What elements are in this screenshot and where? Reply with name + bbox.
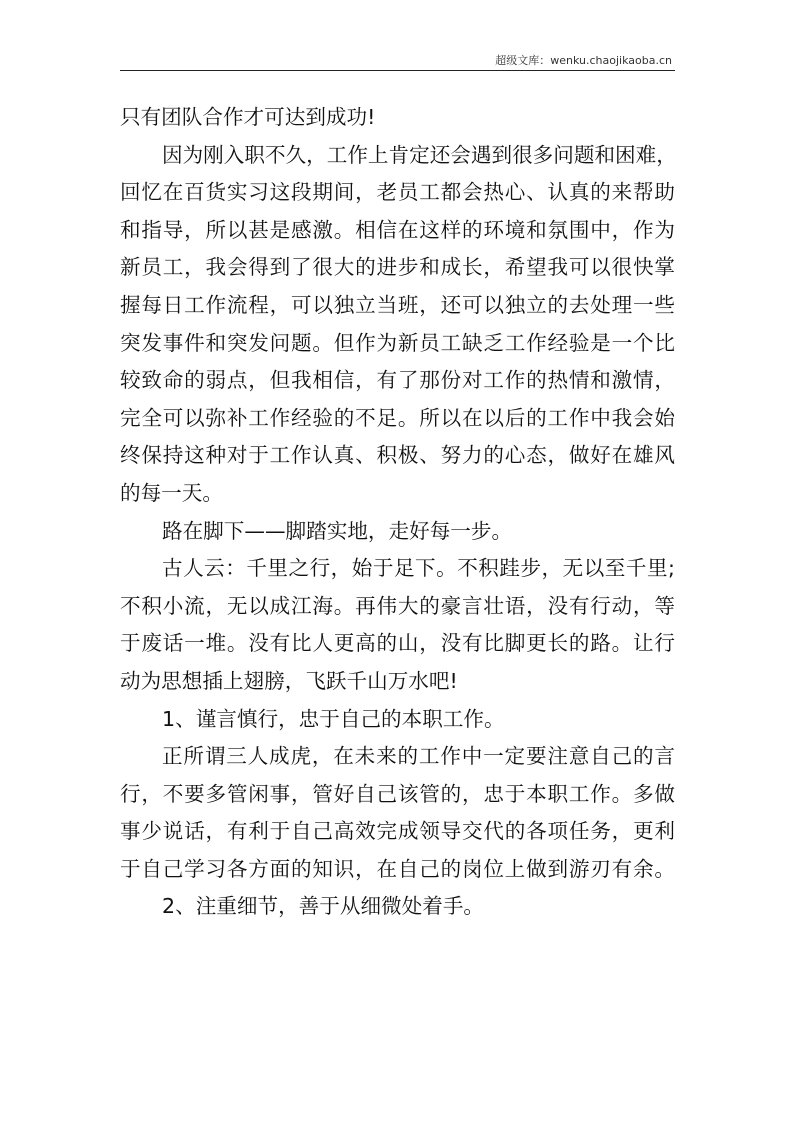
text-line: 因为刚入职不久，工作上肯定还会遇到很多问题和困难， <box>162 142 677 167</box>
header-source-text: 超级文库：wenku.chaojikaoba.cn <box>495 54 672 67</box>
document-body <box>120 99 675 926</box>
text-line: 路在脚下——脚踏实地，走好每一步。 <box>162 518 513 543</box>
text-line: 只有团队合作才可达到成功! <box>120 105 376 129</box>
text-line: 古人云：千里之行，始于足下。不积跬步，无以至千里; <box>162 556 675 581</box>
text-line: 完全可以弥补工作经验的不足。所以在以后的工作中我会始 <box>120 405 675 430</box>
text-line: 新员工，我会得到了很大的进步和成长，希望我可以很快掌 <box>120 255 675 280</box>
text-line: 突发事件和突发问题。但作为新员工缺乏工作经验是一个比 <box>120 330 675 355</box>
text-line: 较致命的弱点，但我相信，有了那份对工作的热情和激情， <box>120 368 675 393</box>
text-line: 于自己学习各方面的知识，在自己的岗位上做到游刃有余。 <box>120 856 675 881</box>
text-line: 2、注重细节，善于从细微处着手。 <box>162 894 485 919</box>
text-line: 于废话一堆。没有比人更高的山，没有比脚更长的路。让行 <box>120 631 675 656</box>
text-line: 不积小流，无以成江海。再伟大的豪言壮语，没有行动，等 <box>120 593 675 618</box>
text-line: 和指导，所以甚是感激。相信在这样的环境和氛围中，作为 <box>120 217 675 242</box>
text-line: 1、谨言慎行，忠于自己的本职工作。 <box>162 706 505 731</box>
text-line: 行，不要多管闲事，管好自己该管的，忠于本职工作。多做 <box>120 781 675 806</box>
text-line: 动为思想插上翅膀，飞跃千山万水吧! <box>120 668 458 693</box>
text-line: 握每日工作流程，可以独立当班，还可以独立的去处理一些 <box>120 292 675 317</box>
text-line: 事少说话，有利于自己高效完成领导交代的各项任务，更利 <box>120 819 675 844</box>
text-line: 终保持这种对于工作认真、积极、努力的心态，做好在雄风 <box>120 443 675 468</box>
page-header <box>120 50 675 71</box>
text-line: 回忆在百货实习这段期间，老员工都会热心、认真的来帮助 <box>120 180 675 205</box>
text-line: 正所谓三人成虎，在未来的工作中一定要注意自己的言 <box>162 744 675 769</box>
text-line: 的每一天。 <box>120 480 223 505</box>
